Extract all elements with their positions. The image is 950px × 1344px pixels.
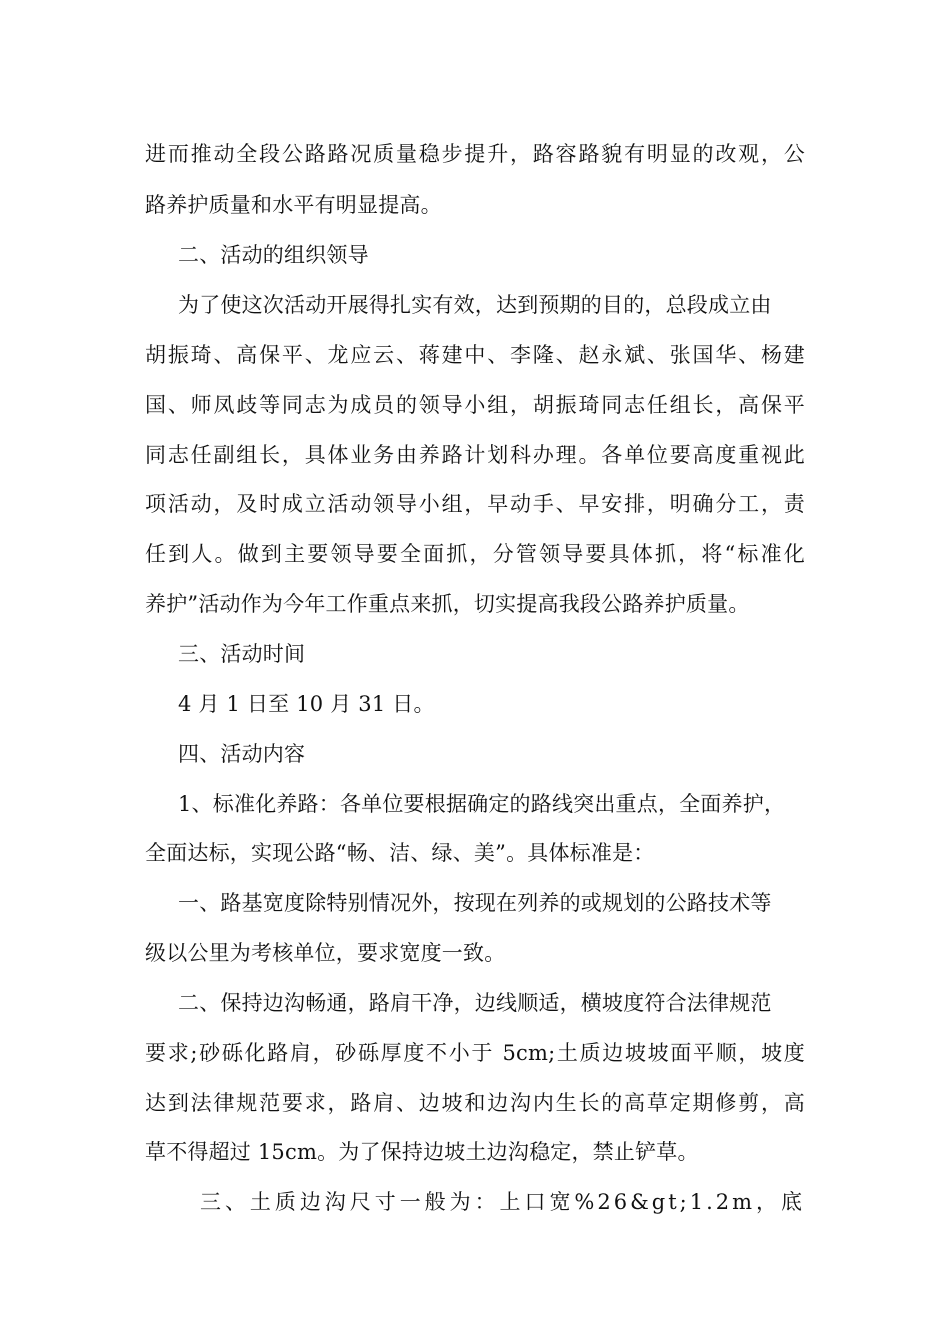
paragraph-line: 同志任副组长，具体业务由养路计划科办理。各单位要高度重视此 [145, 443, 805, 467]
paragraph-line: 任到人。做到主要领导要全面抓，分管领导要具体抓，将“标准化 [145, 542, 805, 566]
paragraph-line: 进而推动全段公路路况质量稳步提升，路容路貌有明显的改观，公 [145, 142, 805, 166]
paragraph-line: 三、土质边沟尺寸一般为：上口宽%26&gt;1.2m，底 [200, 1190, 805, 1214]
paragraph-line: 养护”活动作为今年工作重点来抓，切实提高我段公路养护质量。 [145, 592, 750, 616]
paragraph-line: 达到法律规范要求，路肩、边坡和边沟内生长的高草定期修剪，高 [145, 1091, 805, 1115]
paragraph-line: 1、标准化养路：各单位要根据确定的路线突出重点，全面养护， [178, 792, 786, 816]
paragraph-line: 级以公里为考核单位，要求宽度一致。 [145, 941, 506, 965]
paragraph-line: 4 月 1 日至 10 月 31 日。 [178, 692, 435, 716]
paragraph-line: 一、路基宽度除特别情况外，按现在列养的或规划的公路技术等 [178, 891, 772, 915]
paragraph-line: 二、保持边沟畅通，路肩干净，边线顺适，横坡度符合法律规范 [178, 991, 772, 1015]
paragraph-line: 草不得超过 15cm。为了保持边坡土边沟稳定，禁止铲草。 [145, 1140, 699, 1164]
section-heading: 三、活动时间 [178, 642, 306, 666]
paragraph-line: 要求;砂砾化路肩，砂砾厚度不小于 5cm;土质边坡坡面平顺，坡度 [145, 1041, 805, 1065]
section-heading: 二、活动的组织领导 [178, 243, 369, 267]
paragraph-line: 路养护质量和水平有明显提高。 [145, 193, 442, 217]
section-heading: 四、活动内容 [178, 742, 306, 766]
paragraph-line: 胡振琦、高保平、龙应云、蒋建中、李隆、赵永斌、张国华、杨建 [145, 343, 805, 367]
paragraph-line: 全面达标，实现公路“畅、洁、绿、美”。具体标准是： [145, 841, 655, 865]
paragraph-line: 为了使这次活动开展得扎实有效，达到预期的目的，总段成立由 [178, 293, 772, 317]
paragraph-line: 项活动，及时成立活动领导小组，早动手、早安排，明确分工，责 [145, 492, 805, 516]
paragraph-line: 国、师凤歧等同志为成员的领导小组，胡振琦同志任组长，高保平 [145, 393, 805, 417]
